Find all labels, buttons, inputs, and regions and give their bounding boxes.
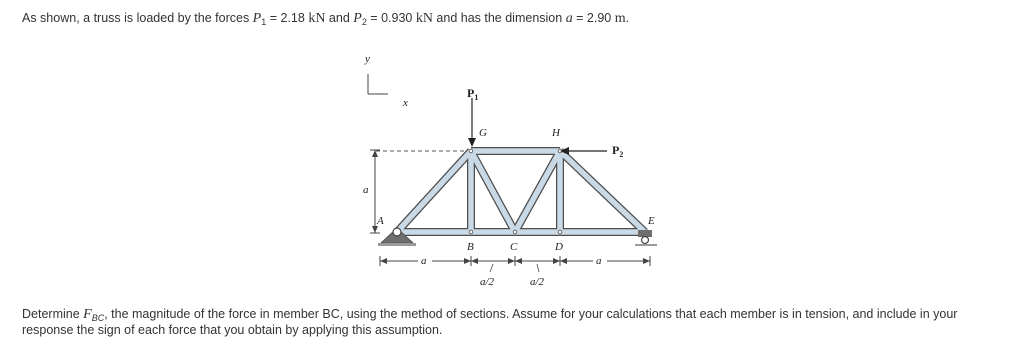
- half-right-leader: [537, 264, 539, 272]
- axis-x-label: x: [403, 97, 408, 109]
- dim-half-right-label: a/2: [530, 276, 545, 288]
- dim-arrow-7: [560, 258, 567, 264]
- dimension-text: and has the dimension: [432, 11, 566, 25]
- sentence-end: .: [625, 11, 630, 25]
- a-unit: m: [614, 11, 626, 26]
- joint-d: [558, 230, 562, 234]
- p1-unit: kN: [308, 11, 326, 26]
- member-gc: [471, 151, 515, 232]
- node-a-label: A: [377, 215, 384, 227]
- node-e-label: E: [648, 215, 655, 227]
- p2-value: = 0.930: [366, 11, 416, 25]
- p1-label: $P_1$: [467, 86, 479, 102]
- member-ch: [515, 151, 560, 232]
- a-value: = 2.90: [572, 11, 615, 25]
- truss-diagram: [355, 50, 675, 295]
- node-d-label: D: [555, 241, 563, 253]
- dim-arrow-3: [471, 258, 478, 264]
- dim-arrow-1: [380, 258, 387, 264]
- dim-arrow-2: [464, 258, 471, 264]
- dim-arrow-6: [553, 258, 560, 264]
- height-arrow-bottom: [372, 226, 378, 233]
- member-ag: [397, 151, 471, 232]
- dim-arrow-8: [643, 258, 650, 264]
- and-text: and: [325, 11, 354, 25]
- node-c-label: C: [510, 241, 518, 253]
- a-symbol: a: [565, 11, 573, 26]
- member-he: [560, 151, 645, 232]
- node-g-label: G: [479, 127, 487, 139]
- joint-b: [469, 230, 473, 234]
- dim-right-label: a: [596, 255, 602, 267]
- p1-subscript: 1: [261, 17, 267, 27]
- axis-y-label: y: [365, 53, 370, 65]
- ground-e: [635, 244, 657, 246]
- node-b-label: B: [467, 241, 474, 253]
- question-line-1: [22, 306, 957, 323]
- question-rest: , the magnitude of the force in member BC, using the method of sections. Assume for your calculations that each member is in tension, and include in your: [104, 307, 958, 321]
- intro-text: As shown, a truss is loaded by the forces: [22, 11, 253, 25]
- dim-height-label: a: [363, 184, 369, 196]
- force-symbol: F: [83, 307, 92, 322]
- dim-arrow-5: [515, 258, 522, 264]
- dim-arrow-4: [508, 258, 515, 264]
- support-e: [635, 230, 657, 246]
- force-subscript: BC: [91, 313, 105, 323]
- p2-unit: kN: [415, 11, 433, 26]
- joint-c: [513, 230, 517, 234]
- p1-arrow-head: [468, 138, 476, 147]
- joint-g: [469, 149, 473, 153]
- half-left-leader: [490, 264, 493, 272]
- p1-value: = 2.18: [266, 11, 309, 25]
- truss-members: [395, 149, 647, 234]
- question-prefix: Determine: [22, 307, 84, 321]
- problem-statement: [22, 10, 629, 27]
- p1-symbol: P: [252, 11, 262, 26]
- dim-half-left-label: a/2: [480, 276, 495, 288]
- truss-figure: [355, 50, 675, 295]
- roller-e: [642, 237, 649, 244]
- pin-a: [393, 228, 401, 236]
- node-h-label: H: [552, 127, 560, 139]
- p2-subscript: 2: [361, 17, 367, 27]
- dim-left-label: a: [421, 255, 427, 267]
- p2-symbol: P: [353, 11, 362, 26]
- ground-a: [378, 243, 416, 246]
- question-line-2: response the sign of each force that you obtain by applying this assumption.: [22, 323, 443, 337]
- p2-label: $P_2$: [612, 143, 624, 159]
